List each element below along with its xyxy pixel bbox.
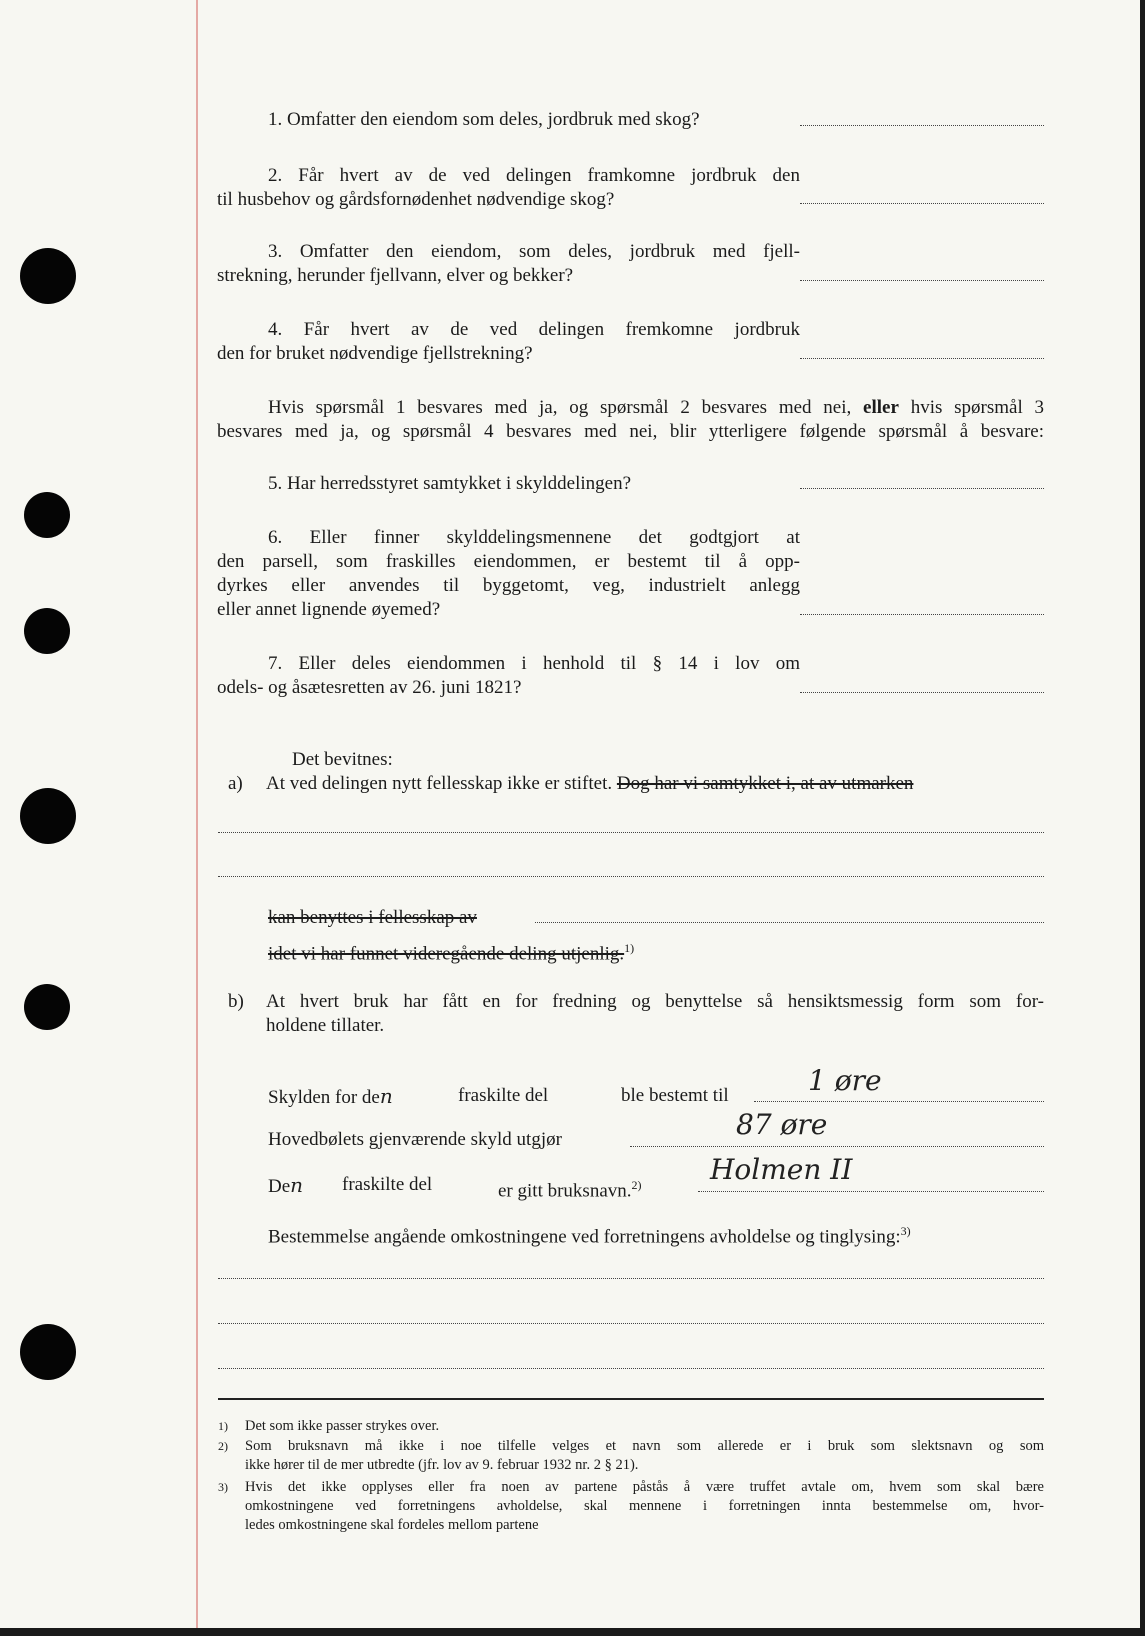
punch-hole [24, 984, 70, 1030]
hoved-value-line[interactable] [630, 1146, 1044, 1147]
punch-hole [24, 492, 70, 538]
footnote-3-line-2: omkostningene ved forretningens avholdelse, skal mennene i forretningen innta bestemmelse om, hvor- [245, 1498, 1044, 1514]
answer-line-q6[interactable] [800, 614, 1044, 615]
hoved-value: 87 øre [736, 1108, 828, 1141]
question-2-line-2: til husbehov og gårdsfornødenhet nødvendige skog? [217, 189, 615, 210]
bruk-label [268, 1173, 303, 1199]
footnote-ref: 2) [631, 1178, 642, 1192]
answer-line-q2[interactable] [800, 203, 1044, 204]
question-3-line-2: strekning, herunder fjellvann, elver og bekker? [217, 265, 574, 286]
question-6-line-2: den parsell, som fraskilles eiendommen, er bestemt til å opp- [217, 551, 800, 572]
bruk-label-c [498, 1173, 642, 1203]
footnote-3-mark: 3) [218, 1480, 228, 1494]
bruk-label-b: fraskilte del [342, 1174, 433, 1195]
attest-a-text [266, 772, 913, 796]
answer-line-q3[interactable] [800, 280, 1044, 281]
skyld-label-a: Skylden for de [268, 1087, 380, 1108]
skyld-label [268, 1084, 393, 1110]
answer-line-q4[interactable] [800, 358, 1044, 359]
struck-line-3 [268, 936, 634, 966]
footnote-3-line-3: ledes omkostningene skal fordeles mellom partene [245, 1517, 539, 1533]
condition-line-2: besvares med ja, og spørsmål 4 besvares med nei, blir ytterligere følgende spørsmål å besvare: [217, 421, 1044, 442]
question-6-line-3: dyrkes eller anvendes til byggetomt, veg, industrielt anlegg [217, 575, 800, 596]
skyld-label-c: ble bestemt til [621, 1085, 729, 1106]
bruk-label-text: er gitt bruksnavn. [498, 1180, 632, 1202]
condition-line-1 [268, 396, 1044, 420]
footnote-3-line-1: Hvis det ikke opplyses eller fra noen av partene påstås å være truffet avtale om, hvem som skal bære [245, 1479, 1044, 1495]
footnote-rule [218, 1398, 1044, 1400]
hoved-label: Hovedbølets gjenværende skyld utgjør [268, 1129, 562, 1150]
question-7-line-1: 7. Eller deles eiendommen i henhold til § 14 i lov om [268, 653, 800, 674]
question-7-line-2: odels- og åsætesretten av 26. juni 1821? [217, 677, 522, 698]
bruk-hand-n: n [290, 1173, 304, 1197]
answer-line-q7[interactable] [800, 692, 1044, 693]
attest-blank-line[interactable] [218, 876, 1044, 877]
question-6-line-1: 6. Eller finner skylddelingsmennene det godtgjort at [268, 527, 800, 548]
condition-text-a: Hvis spørsmål 1 besvares med ja, og spørsmål 2 besvares med nei, [268, 397, 852, 418]
attest-a-statement: At ved delingen nytt fellesskap ikke er stiftet. [266, 773, 613, 794]
footnote-2-line-1: Som bruksnavn må ikke i noe tilfelle velges et navn som allerede er i bruk som slektsnavn og som [245, 1438, 1044, 1454]
attest-heading: Det bevitnes: [292, 749, 393, 770]
attest-a-label: a) [228, 773, 243, 794]
punch-hole [20, 1324, 76, 1380]
skyld-hand-n: n [379, 1084, 393, 1108]
bestem-label [268, 1219, 911, 1249]
attest-blank-line[interactable] [535, 922, 1044, 923]
answer-line-q1[interactable] [800, 125, 1044, 126]
answer-line-q5[interactable] [800, 488, 1044, 489]
question-3-line-1: 3. Omfatter den eiendom, som deles, jordbruk med fjell- [268, 241, 800, 262]
question-4-line-2: den for bruket nødvendige fjellstrekning? [217, 343, 533, 364]
question-4-line-1: 4. Får hvert av de ved delingen fremkomne jordbruk [268, 319, 800, 340]
struck-line-3-text: idet vi har funnet videregående deling utjenlig. [268, 943, 625, 965]
question-2-line-1: 2. Får hvert av de ved delingen framkomne jordbruk den [268, 165, 800, 186]
condition-text-b: hvis spørsmål 3 [910, 397, 1045, 418]
bruk-label-a: De [268, 1176, 291, 1197]
punch-hole [20, 248, 76, 304]
footnote-2-line-2: ikke hører til de mer utbredte (jfr. lov av 9. februar 1932 nr. 2 § 21). [245, 1457, 639, 1473]
footnote-ref: 1) [624, 941, 635, 955]
skyld-value: 1 øre [808, 1064, 882, 1097]
condition-text-bold: eller [863, 397, 899, 418]
bestem-line[interactable] [218, 1278, 1044, 1279]
bruk-value-line[interactable] [698, 1191, 1044, 1192]
footnote-1-mark: 1) [218, 1419, 228, 1433]
bestem-label-text: Bestemmelse angående omkostningene ved forretningens avholdelse og tinglysing: [268, 1226, 901, 1248]
attest-blank-line[interactable] [218, 832, 1044, 833]
skyld-label-b: fraskilte del [458, 1085, 549, 1106]
attest-b-label: b) [228, 991, 244, 1012]
question-1: 1. Omfatter den eiendom som deles, jordbruk med skog? [268, 109, 700, 130]
skyld-value-line[interactable] [754, 1101, 1044, 1102]
punch-hole [20, 788, 76, 844]
bestem-line[interactable] [218, 1323, 1044, 1324]
bestem-line[interactable] [218, 1368, 1044, 1369]
footnote-ref: 3) [900, 1224, 911, 1238]
question-5: 5. Har herredsstyret samtykket i skylddelingen? [268, 473, 632, 494]
attest-b-line-2: holdene tillater. [266, 1015, 385, 1036]
bruk-value: Holmen II [710, 1153, 853, 1186]
footnote-1-line-1: Det som ikke passer strykes over. [245, 1418, 440, 1434]
struck-line-2: kan benyttes i fellesskap av [268, 907, 477, 928]
attest-a-struck: Dog har vi samtykket i, at av utmarken [616, 773, 914, 794]
margin-line [196, 0, 198, 1628]
question-6-line-4: eller annet lignende øyemed? [217, 599, 441, 620]
footnote-2-mark: 2) [218, 1439, 228, 1453]
attest-b-line-1: At hvert bruk har fått en for fredning og benyttelse så hensiktsmessig form som for- [266, 991, 1044, 1012]
punch-hole [24, 608, 70, 654]
